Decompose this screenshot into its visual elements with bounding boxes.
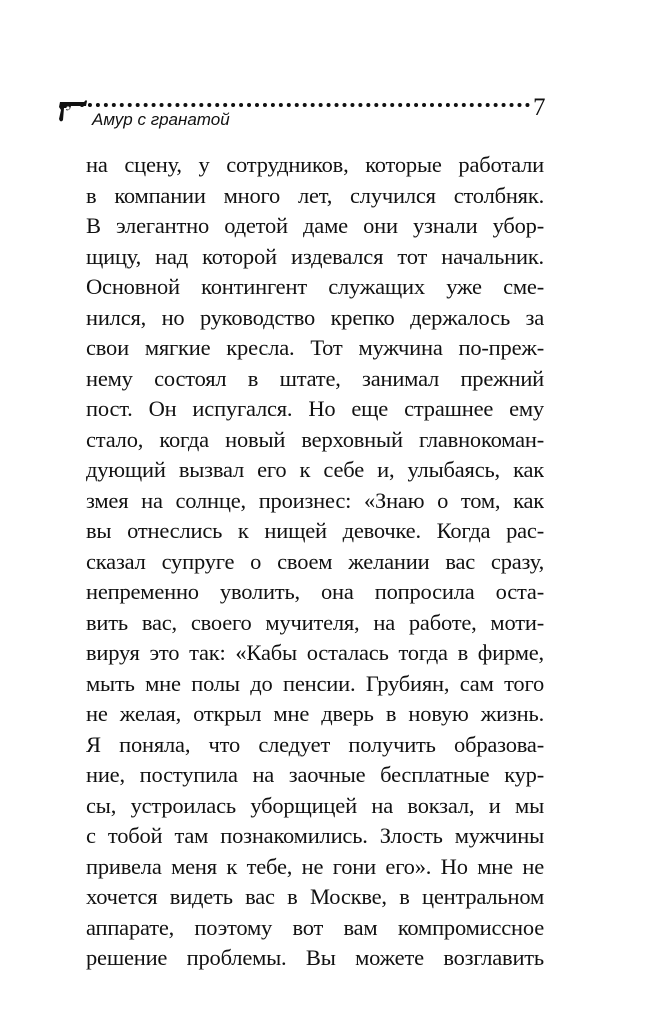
text-line: пост. Он испугался. Но еще страшнее ему [86,396,544,421]
text-line: в компании много лет, случился столбняк. [86,182,544,208]
text-line: мыть мне полы до пенсии. Грубиян, сам того [86,670,544,696]
text-line: сказал супруге о своем желании вас сразу, [86,548,544,574]
text-line: непременно уволить, она попросила оста- [86,579,544,604]
text-line: хочется видеть вас в Москве, в центральном [86,884,544,909]
text-line: змея на солнце, произнес: «Знаю о том, как [86,487,544,513]
text-line: на сцену, у сотрудников, которые работали [86,152,544,177]
text-line: щицу, над которой издевался тот начальник. [86,243,544,269]
text-line: Основной контингент служащих уже сме- [86,274,544,299]
text-line: аппарате, поэтому вот вам компромиссное [86,914,544,940]
pistol-icon [58,98,88,124]
text-line: стало, когда новый верховный главнокоман- [86,426,544,452]
text-line: с тобой там познакомились. Злость мужчины [86,823,544,848]
text-line: ние, поступила на заочные бесплатные кур- [86,762,544,787]
text-line: нему состоял в штате, занимал прежний [86,365,544,391]
text-line: нился, но руководство крепко держалось за [86,304,544,330]
text-line: свои мягкие кресла. Тот мужчина по-преж- [86,335,544,360]
text-line: вируя это так: «Кабы осталась тогда в фирме, [86,640,544,665]
text-line: не желая, открыл мне дверь в новую жизнь. [86,701,544,726]
text-line: вы отнеслись к нищей девочке. Когда рас- [86,518,544,543]
text-line: решение проблемы. Вы можете возглавить [86,945,544,970]
text-line: сы, устроилась уборщицей на вокзал, и мы [86,792,544,818]
text-line: В элегантно одетой даме они узнали убор- [86,213,544,238]
text-line: привела меня к тебе, не гони его». Но мне не [86,853,544,879]
body-text [86,150,544,974]
page-header [58,94,548,138]
text-line: Я поняла, что следует получить образова- [86,731,544,757]
text-line: дующий вызвал его к себе и, улыбаясь, как [86,457,544,482]
header-dotted-rule [80,103,530,107]
page-number: 7 [533,94,546,121]
text-line: вить вас, своего мучителя, на работе, моти- [86,609,544,635]
running-title: Амур с гранатой [92,110,230,129]
